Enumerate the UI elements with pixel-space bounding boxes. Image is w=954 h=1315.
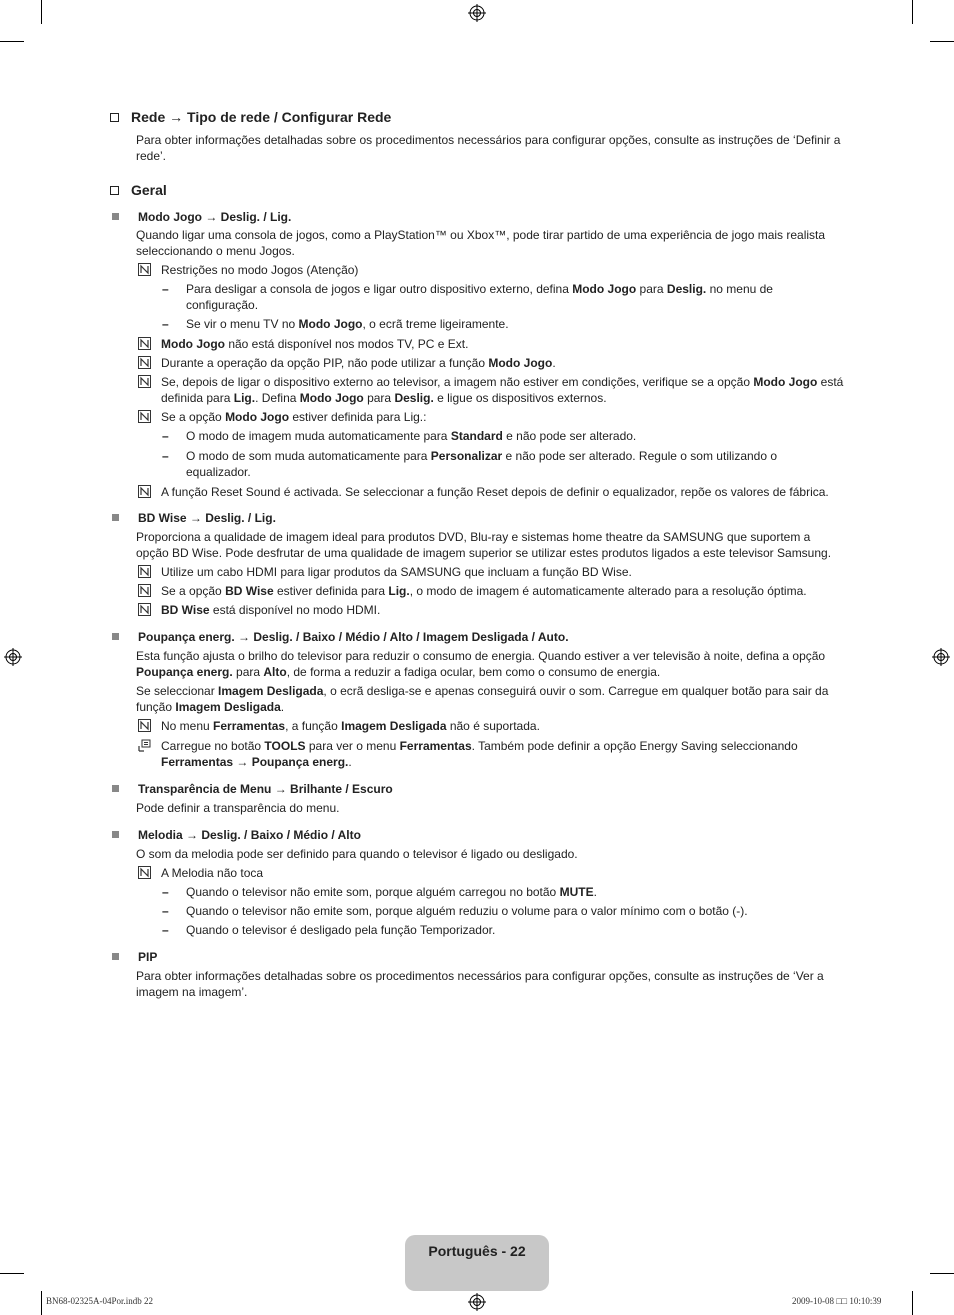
note-item: Modo Jogo não está disponível nos modos TV, PC e Ext. <box>136 336 844 352</box>
square-bullet-icon <box>112 785 119 792</box>
registration-mark-icon <box>4 648 22 666</box>
subheading-melodia: Melodia → Deslig. / Baixo / Médio / Alto <box>110 827 844 843</box>
registration-mark-icon <box>468 1293 486 1311</box>
note-icon <box>138 866 151 879</box>
note-item: A Melodia não toca <box>136 865 844 881</box>
tools-icon <box>138 739 151 752</box>
tools-item: Carregue no botão TOOLS para ver o menu Ferramentas. Também pode definir a opção Energy Saving seleccionando Ferramentas → Poupança energ.. <box>136 738 844 770</box>
checkbox-bullet-icon <box>110 186 119 195</box>
paragraph: Para obter informações detalhadas sobre os procedimentos necessários para configurar opções, consulte as instruções de ‘Definir a rede’. <box>136 133 841 163</box>
crop-mark <box>930 41 954 42</box>
square-bullet-icon <box>112 213 119 220</box>
paragraph: Pode definir a transparência do menu. <box>136 801 340 815</box>
section-heading-rede: Rede → Tipo de rede / Configurar Rede <box>110 108 844 126</box>
note-item: Restrições no modo Jogos (Atenção) <box>136 262 844 278</box>
note-item: Utilize um cabo HDMI para ligar produtos da SAMSUNG que incluam a função BD Wise. <box>136 564 844 580</box>
note-icon <box>138 565 151 578</box>
dash-item: – O modo de imagem muda automaticamente para Standard e não pode ser alterado. <box>162 429 637 443</box>
paragraph: Para obter informações detalhadas sobre os procedimentos necessários para configurar opções, consulte as instruções de ‘Ver a imagem na imagem’. <box>136 969 824 999</box>
page-number: Português - 22 <box>428 1243 526 1259</box>
note-icon <box>138 603 151 616</box>
dash-item: – Quando o televisor não emite som, porque alguém reduziu o volume para o valor mínimo com o botão (-). <box>162 904 748 918</box>
paragraph: Se seleccionar Imagem Desligada, o ecrã desliga-se e apenas conseguirá ouvir o som. Carregue em qualquer botão para sair da função Imagem Desligada. <box>136 684 829 714</box>
dash-item: – Quando o televisor é desligado pela função Temporizador. <box>162 923 496 937</box>
note-item: BD Wise está disponível no modo HDMI. <box>136 602 844 618</box>
subheading-poupanca-energia: Poupança energ. → Deslig. / Baixo / Médio / Alto / Imagem Desligada / Auto. <box>110 629 844 645</box>
dash-item: – Se vir o menu TV no Modo Jogo, o ecrã treme ligeiramente. <box>162 317 509 331</box>
registration-mark-icon <box>932 648 950 666</box>
page-number-tab <box>405 1235 549 1291</box>
note-icon <box>138 356 151 369</box>
note-icon <box>138 375 151 388</box>
section-heading-geral: Geral <box>110 181 844 199</box>
subheading-bd-wise: BD Wise → Deslig. / Lig. <box>110 510 844 526</box>
crop-mark <box>0 1273 24 1274</box>
crop-mark <box>912 0 913 24</box>
note-item: Se, depois de ligar o dispositivo externo ao televisor, a imagem não estiver em condições, verifique se a opção Modo Jogo está definida para Lig.. Defina Modo Jogo para Deslig. e ligue os dispositivos externos. <box>136 374 844 406</box>
paragraph: Proporciona a qualidade de imagem ideal para produtos DVD, Blu-ray e sistemas home theatre da SAMSUNG que suportem a opção BD Wise. Pode desfrutar de uma qualidade de imagem superior se utilizar estes produtos ligados a este televisor Samsung. <box>136 530 832 560</box>
note-icon <box>138 337 151 350</box>
square-bullet-icon <box>112 953 119 960</box>
crop-mark <box>930 1273 954 1274</box>
crop-mark <box>41 1291 42 1315</box>
subheading-pip: PIP <box>110 949 844 965</box>
square-bullet-icon <box>112 633 119 640</box>
crop-mark <box>0 41 24 42</box>
subheading-modo-jogo: Modo Jogo → Deslig. / Lig. <box>110 209 844 225</box>
checkbox-bullet-icon <box>110 113 119 122</box>
paragraph: O som da melodia pode ser definido para quando o televisor é ligado ou desligado. <box>136 847 578 861</box>
paragraph: Quando ligar uma consola de jogos, como a PlayStation™ ou Xbox™, pode tirar partido de uma experiência de jogo mais realista seleccionando o menu Jogos. <box>136 228 826 258</box>
note-icon <box>138 410 151 423</box>
note-item: A função Reset Sound é activada. Se seleccionar a função Reset depois de definir o equalizador, repõe os valores de fábrica. <box>136 484 844 500</box>
subheading-transparencia: Transparência de Menu → Brilhante / Escuro <box>110 781 844 797</box>
note-item: No menu Ferramentas, a função Imagem Desligada não é suportada. <box>136 718 844 734</box>
paragraph: Esta função ajusta o brilho do televisor para reduzir o consumo de energia. Quando estiver a ver televisão à noite, defina a opção Poupança energ. para Alto, de forma a reduzir a fadiga ocular, bem como o consumo de energia. <box>136 649 826 679</box>
square-bullet-icon <box>112 831 119 838</box>
manual-content <box>110 108 844 1000</box>
dash-item: – O modo de som muda automaticamente para Personalizar e não pode ser alterado. Regule o som utilizando o equalizador. <box>162 449 778 479</box>
note-icon <box>138 485 151 498</box>
square-bullet-icon <box>112 514 119 521</box>
crop-mark <box>41 0 42 24</box>
crop-mark <box>912 1291 913 1315</box>
note-item: Se a opção Modo Jogo estiver definida para Lig.: <box>136 409 844 425</box>
registration-mark-icon <box>468 4 486 22</box>
note-item: Se a opção BD Wise estiver definida para Lig., o modo de imagem é automaticamente alterado para a resolução óptima. <box>136 583 844 599</box>
note-icon <box>138 263 151 276</box>
note-icon <box>138 584 151 597</box>
print-slug-right: 2009-10-08 □□ 10:10:39 <box>792 1296 882 1306</box>
note-icon <box>138 719 151 732</box>
dash-item: – Quando o televisor não emite som, porque alguém carregou no botão MUTE. <box>162 885 597 899</box>
dash-item: – Para desligar a consola de jogos e ligar outro dispositivo externo, defina Modo Jogo para Deslig. no menu de configuração. <box>162 282 773 312</box>
note-item: Durante a operação da opção PIP, não pode utilizar a função Modo Jogo. <box>136 355 844 371</box>
print-slug-left: BN68-02325A-04Por.indb 22 <box>46 1296 154 1306</box>
